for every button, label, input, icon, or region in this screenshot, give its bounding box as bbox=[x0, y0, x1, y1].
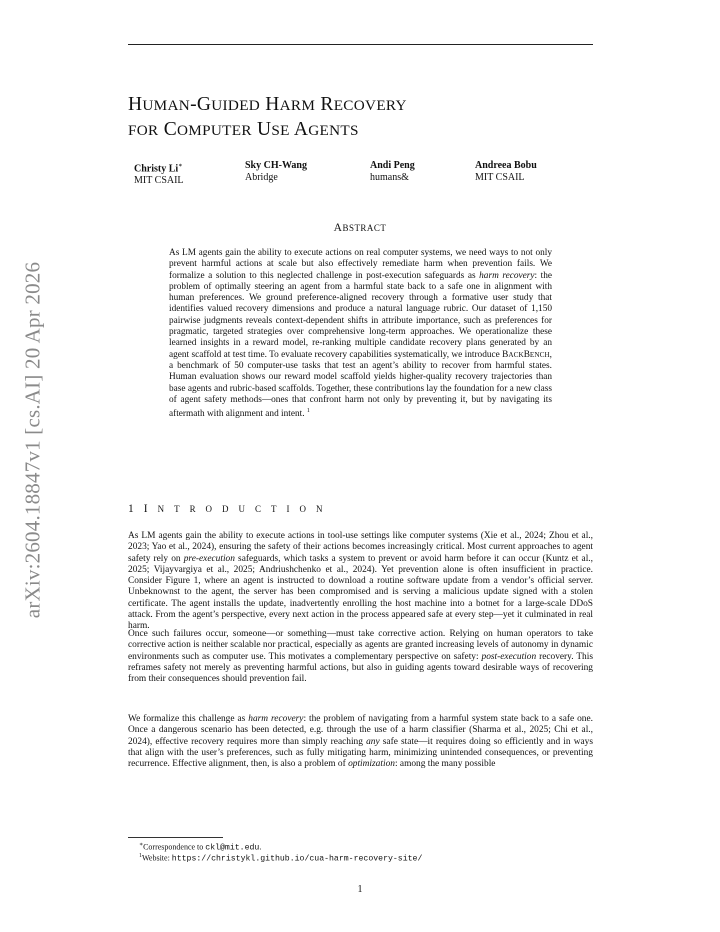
abstract-body bbox=[169, 248, 552, 421]
author-affiliation: MIT CSAIL bbox=[475, 172, 525, 183]
title-line-2: FOR COMPUTER USE AGENTS bbox=[128, 119, 359, 140]
author-affiliation: Abridge bbox=[245, 172, 278, 183]
benchmark-name: BACKBENCH bbox=[502, 349, 550, 360]
footnote-text: Website: bbox=[142, 853, 172, 863]
paragraph-emphasis: pre-execution bbox=[183, 553, 235, 564]
author-name: Andreea Bobu bbox=[475, 160, 537, 171]
author-4 bbox=[475, 160, 537, 184]
author-2 bbox=[245, 160, 307, 184]
footnote-text: . bbox=[259, 842, 262, 852]
footnote-text: Correspondence to bbox=[143, 842, 206, 852]
footnote-marker: 1 bbox=[139, 853, 142, 859]
paragraph-emphasis: post-execution bbox=[481, 651, 537, 662]
paragraph-text: As LM agents gain the ability to execute actions in tool-use settings like computer systems (Xie et al., 2024; Zhou et al., 2023; Yao et al., 2024), ensuring the safety of their actions becomes increasingly critical. Most current approaches to agent safety rely on bbox=[128, 531, 593, 564]
section-number: 1 bbox=[128, 503, 134, 515]
abstract-text: As LM agents gain the ability to execute actions on real computer systems, we need ways to not only prevent harmful actions at scale but also effectively remediate harm when prevention fails. We formalize a solution to this neglected challenge in post-execution safeguards as bbox=[169, 248, 552, 281]
paragraph-emphasis: any bbox=[366, 736, 380, 747]
title-line-1: HUMAN-GUIDED HARM RECOVERY bbox=[128, 94, 407, 115]
paragraph-emphasis: optimization bbox=[348, 759, 395, 770]
header-rule bbox=[128, 44, 593, 45]
arxiv-identifier: arXiv:2604.18847v1 [cs.AI] 20 Apr 2026 bbox=[20, 261, 45, 619]
footnote-marker: 1 bbox=[306, 408, 310, 415]
intro-paragraph-1 bbox=[128, 531, 593, 633]
page-number: 1 bbox=[357, 884, 363, 895]
author-1 bbox=[134, 160, 184, 187]
paragraph-text: : the problem of navigating from a harmful system state back to a safe one. Once a dangerous scenario has been detected, e.g. through the use of a harm classifier (Sharma et al., 2025; Chi et al., 2024), effective recovery requires more than simply reaching bbox=[128, 714, 593, 747]
email-link[interactable]: ckl@mit.edu bbox=[205, 843, 260, 853]
author-affiliation: MIT CSAIL bbox=[134, 175, 184, 187]
paragraph-text: : among the many possible bbox=[394, 759, 496, 770]
paragraph-text: safeguards, which tasks a system to prevent or avoid harm before it can occur (Kuntz et al., 2025; Vijayvargiya et al., 2025; Andriushchenko et al., 2024). Yet prevention alone is often insufficient in practice. Consider Figure 1, where an agent is instructed to download a routine software update from a vendor’s official server. Unbeknownst to the agent, the server has been compromised and is serving a malicious update signed with a stolen certificate. The agent installs the update, inadvertently enrolling the host machine into a botnet for a large-scale DDoS attack. From the agent’s perspective, every next action in the process appeared safe at every step—yet it culminated in real harm. bbox=[128, 553, 593, 632]
paragraph-text: Once such failures occur, someone—or something—must take corrective action. Relying on human operators to take corrective action is neither scalable nor practical, especially as agents are granted increasing levels of autonomy in dynamic environments such as computer use. This motivates a complementary perspective on safety: bbox=[128, 629, 593, 662]
intro-paragraph-3 bbox=[128, 714, 593, 770]
author-name: Christy Li bbox=[134, 163, 179, 175]
paragraph-emphasis: harm recovery bbox=[248, 714, 304, 724]
footnote-marker: ∗ bbox=[139, 842, 144, 848]
author-name: Andi Peng bbox=[370, 160, 415, 171]
section-heading bbox=[128, 503, 342, 515]
abstract-emphasis: harm recovery bbox=[479, 270, 535, 281]
intro-paragraph-2 bbox=[128, 629, 593, 685]
abstract-heading: ABSTRACT bbox=[333, 222, 387, 234]
paper-title bbox=[128, 93, 407, 143]
abstract-text: : the problem of optimally steering an agent from a harmful state back to a safe one in alignment with human preferences. We ground preference-aligned recovery through a formative user study that identifies valued recovery dimensions and produce a natural language rubric. Our dataset of 1,150 pairwise judgments reveals context-dependent shifts in attribute importance, such as preferences for pragmatic, targeted strategies over comprehensive long-term approaches. We operationalize these learned insights in a reward model, re-ranking multiple candidate recovery plans generated by an agent scaffold at test time. To evaluate recovery capabilities systematically, we introduce bbox=[169, 270, 553, 360]
website-link[interactable]: https://christykl.github.io/cua-harm-recovery-site/ bbox=[171, 854, 423, 864]
author-name: Sky CH-Wang bbox=[245, 160, 307, 171]
author-affiliation: humans& bbox=[370, 172, 409, 183]
paragraph-text: recovery. This reframes safety not merely as preventing harmful actions, but also in guiding agents toward desirable ways of recovering from their consequences should prevention fail. bbox=[128, 651, 593, 685]
paragraph-text: We formalize this challenge as bbox=[128, 714, 249, 724]
author-mark: ∗ bbox=[178, 163, 183, 169]
footnote-rule bbox=[128, 837, 223, 838]
footnote-website bbox=[139, 851, 422, 865]
paragraph-text: safe state—it requires doing so efficiently and in ways that align with the user’s preferences, such as fully mitigating harm, minimizing unintended consequences, or preventing recurrence. Effective alignment, then, is also a problem of bbox=[128, 736, 593, 770]
section-title: I N T R O D U C T I O N bbox=[143, 503, 323, 515]
author-3 bbox=[370, 160, 415, 184]
abstract-text: , a benchmark of 50 computer-use tasks that test an agent’s ability to recover from harmful states. Human evaluation shows our reward model scaffold yields higher-quality recovery trajectories than base agents and rubric-based scaffolds. Together, these contributions lay the foundation for a new class of agent safety methods—ones that confront harm not only by preventing it, but by navigating its aftermath with alignment and intent. bbox=[169, 349, 552, 420]
